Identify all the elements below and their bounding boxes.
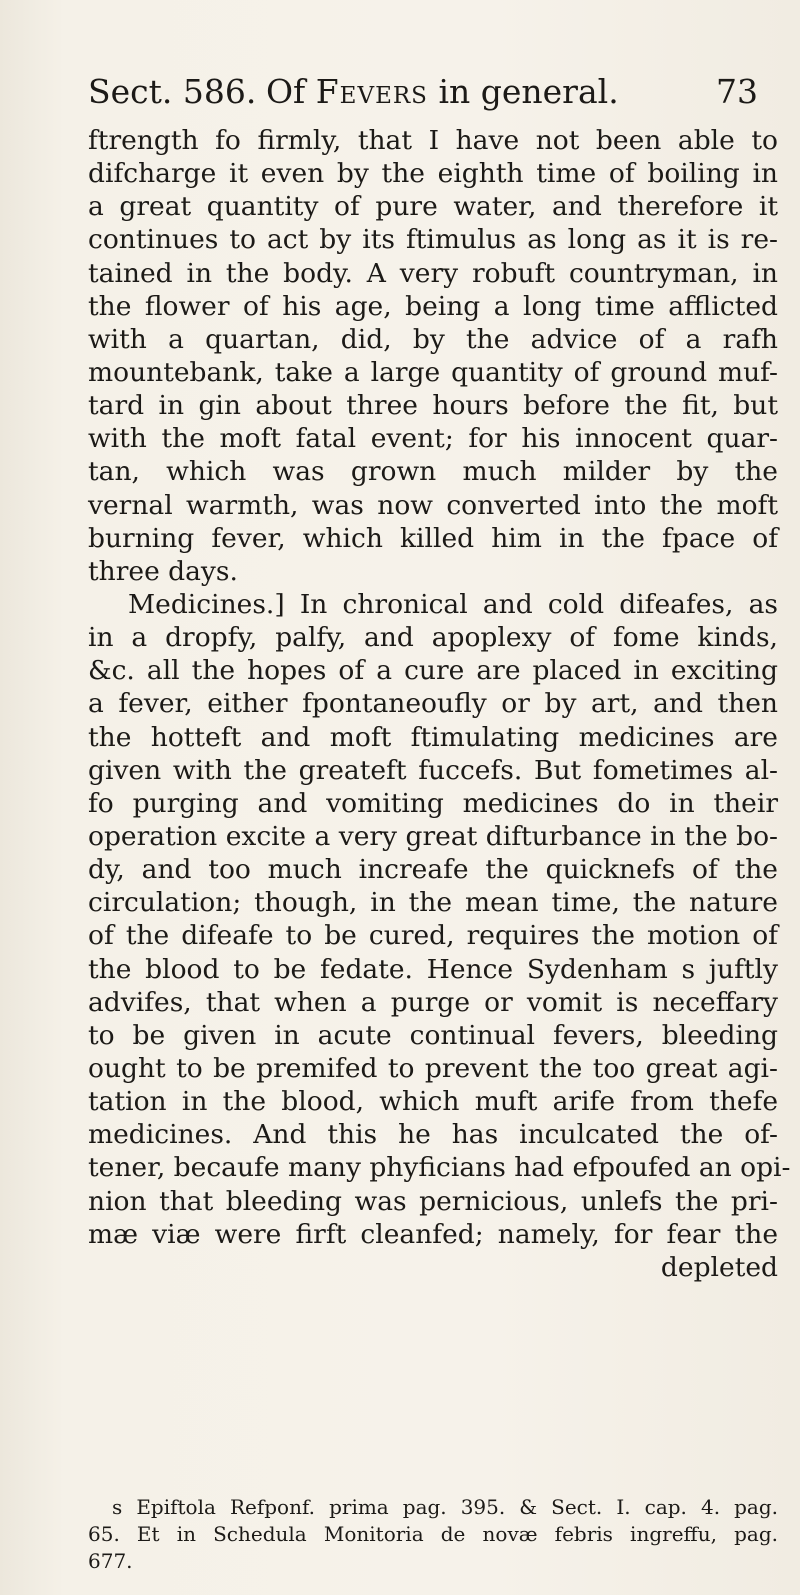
page-number: 73 [716,72,758,111]
text-line: tard in gin about three hours before the fit, but [88,390,778,422]
text-line: of the difeafe to be cured, requires the motion of [88,920,778,952]
text-line: operation excite a very great difturbance in the bo- [88,820,778,852]
text-line: difcharge it even by the eighth time of boiling in [88,158,778,190]
text-line: with the moft fatal event; for his innocent quar- [88,423,778,455]
text-line: circulation; though, in the mean time, the nature [88,887,778,919]
text-line: in a dropfy, palfy, and apoplexy of fome kinds, [88,622,778,654]
section-number: Sect. 586. [88,72,257,111]
text-line: with a quartan, did, by the advice of a rafh [88,323,778,355]
running-header [88,66,768,118]
text-line: the blood to be fedate. Hence Sydenham s juftly [88,953,778,985]
title-prefix: Of [266,72,306,111]
text-line: a great quantity of pure water, and therefore it [88,191,778,223]
paragraph-start-line: Medicines.] In chronical and cold difeafes, as [128,588,778,620]
text-line: tation in the blood, which muft arife from thefe [88,1086,778,1118]
text-line: vernal warmth, was now converted into the moft [88,489,778,521]
running-title [266,66,619,118]
text-line: a fever, either fpontaneoufly or by art, and then [88,688,778,720]
text-line: mæ viæ were firft cleanfed; namely, for fear the [88,1218,778,1250]
footnote-line: 677. [88,1549,133,1573]
text-line: the flower of his age, being a long time afflicted [88,290,778,322]
text-line: nion that bleeding was pernicious, unlefs the pri- [88,1185,778,1217]
footnote-line: 65. Et in Schedula Monitoria de novæ febris ingreffu, pag. [88,1522,778,1546]
text-line: ought to be premifed to prevent the too great agi- [88,1052,778,1084]
text-line: given with the greateft fuccefs. But fometimes al- [88,754,778,786]
text-line: mountebank, take a large quantity of ground muf- [88,356,778,388]
text-line: tan, which was grown much milder by the [88,456,778,488]
text-line: three days. [88,555,238,587]
text-line: tener, becaufe many phyficians had efpoufed an opi- [88,1152,791,1184]
text-line: fo purging and vomiting medicines do in their [88,787,778,819]
text-line: medicines. And this he has inculcated the of- [88,1119,778,1151]
text-line: burning fever, which killed him in the fpace of [88,522,778,554]
text-line: to be given in acute continual fevers, bleeding [88,1019,778,1051]
text-line: the hotteft and moft ftimulating medicines are [88,721,778,753]
text-line: dy, and too much increafe the quicknefs of the [88,854,778,886]
catchword: depleted [660,1251,778,1283]
footnotes [88,1494,778,1575]
footnote-line: s Epiftola Refponf. prima pag. 395. & Sect. I. cap. 4. pag. [112,1495,778,1519]
text-line: &c. all the hopes of a cure are placed in exciting [88,655,778,687]
text-line: ftrength fo firmly, that I have not been able to [88,125,778,156]
title-suffix: in general. [438,72,619,111]
text-line: advifes, that when a purge or vomit is neceffary [88,986,778,1018]
title-small-caps: Fevers [315,72,428,111]
text-line: tained in the body. A very robuft countryman, in [88,257,778,289]
body-text [88,124,791,1284]
text-line: continues to act by its ftimulus as long as it is re- [88,224,778,256]
